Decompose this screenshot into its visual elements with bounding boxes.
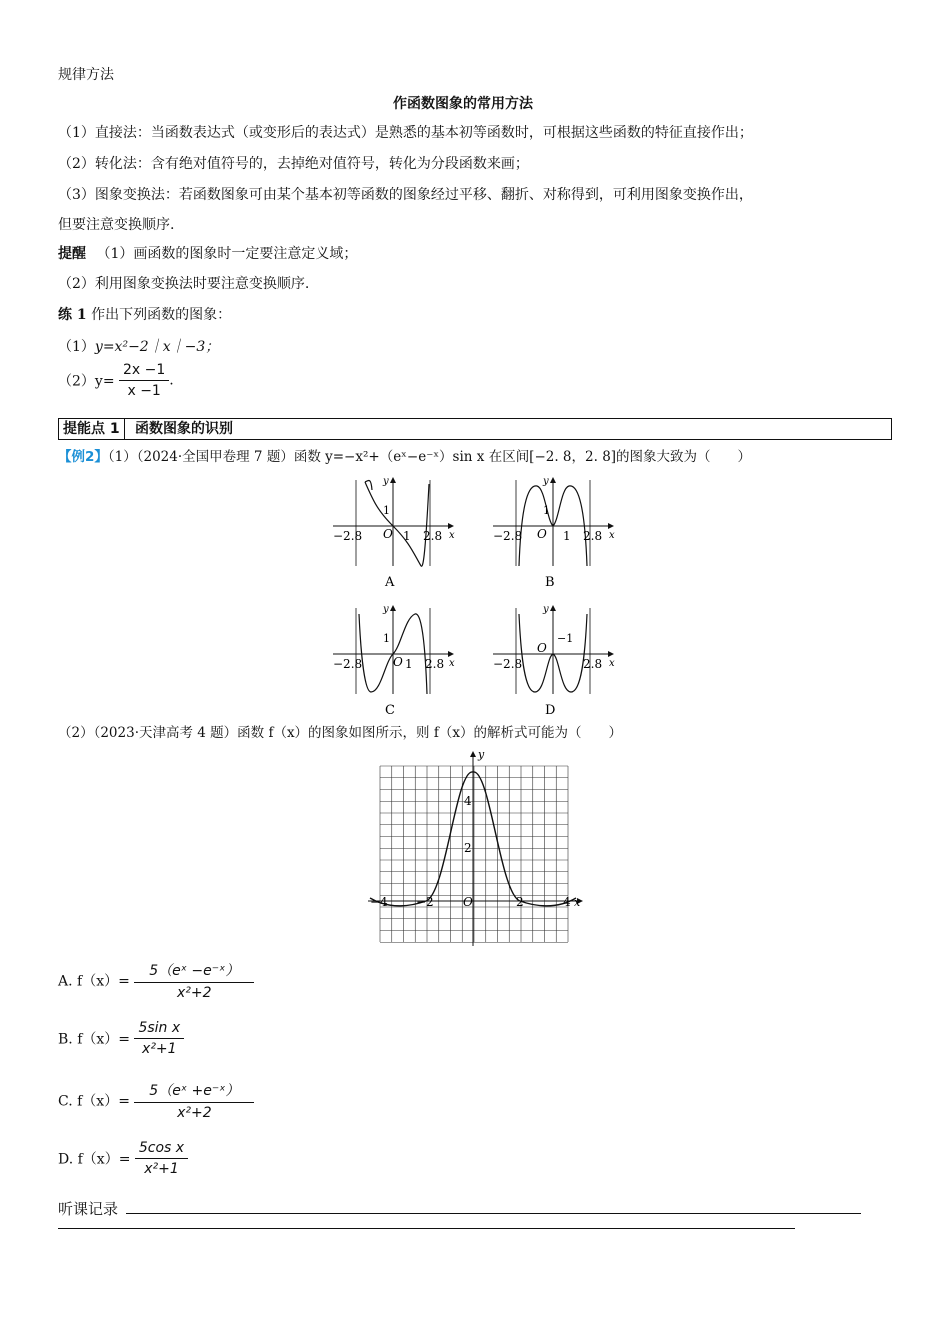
fraction-denominator: x −1: [127, 383, 161, 399]
method-line-4: 但要注意变换顺序.: [58, 217, 175, 233]
method-line-2: （2）转化法：含有绝对值符号的，去掉绝对值符号，转化为分段函数来画；: [58, 156, 529, 172]
x-label-a: x: [449, 530, 455, 541]
practice-heading: [58, 304, 231, 324]
practice-item-2-fraction: [119, 362, 169, 399]
answer-c-fraction: [134, 1080, 254, 1121]
graph-option-b: [493, 476, 615, 590]
y-tick-4: 4: [464, 794, 472, 808]
answer-d-denominator: x²+1: [144, 1161, 179, 1177]
answer-b-numerator: 5sin x: [134, 1020, 184, 1039]
answer-a-denominator: x²+2: [177, 985, 212, 1001]
reminder-line-1: [58, 243, 357, 263]
tick-neg-c: −2.8: [333, 657, 363, 671]
grid-origin-label: O: [463, 895, 473, 909]
notes-label: 听课记录: [58, 1200, 119, 1218]
section-title: 函数图象的识别: [135, 421, 233, 437]
notes-line-1[interactable]: [126, 1213, 861, 1214]
method-line-1: （1）直接法：当函数表达式（或变形后的表达式）是熟悉的基本初等函数时，可根据这些函数的特征直接作出；: [58, 125, 753, 141]
answer-b-label: B. f（x）=: [58, 1031, 130, 1048]
x-label-d: x: [609, 658, 615, 669]
x-label-c: x: [449, 658, 455, 669]
reminder-line-2: （2）利用图象变换法时要注意变换顺序.: [58, 276, 310, 292]
method-line-3: （3）图象变换法：若函数图象可由某个基本初等函数的图象经过平移、翻折、对称得到，可利用图象变换作出，: [58, 187, 753, 203]
notes-line-2[interactable]: [58, 1228, 795, 1229]
practice-item-1: [58, 336, 219, 356]
y-tick-one-c: 1: [383, 632, 390, 645]
graph-option-c: [333, 604, 455, 718]
answer-d-fraction: [135, 1140, 188, 1177]
answer-d-numerator: 5cos x: [135, 1140, 188, 1159]
y-tick-one-b: 1: [543, 504, 550, 517]
y-label-d: y: [543, 604, 549, 615]
practice-item-2-suffix: .: [169, 372, 174, 389]
practice-text: 作出下列函数的图象：: [91, 307, 232, 323]
answer-option-a[interactable]: [58, 960, 254, 1001]
y-label-a: y: [383, 476, 389, 487]
y-label-b: y: [543, 476, 549, 487]
answer-option-c[interactable]: [58, 1080, 254, 1121]
page-title: 作函数图象的常用方法: [393, 96, 533, 112]
x-tick-2: 2: [516, 895, 524, 909]
option-graphs: [325, 470, 625, 720]
answer-option-d[interactable]: [58, 1140, 188, 1177]
practice-label: 练 1: [58, 307, 87, 323]
section-heading: 规律方法: [58, 67, 114, 83]
section-label: 提能点 1: [59, 419, 125, 439]
practice-item-2-prefix: （2）y=: [58, 373, 115, 390]
tick-pos-d: 2.8: [583, 657, 603, 671]
tick-neg-d: −2.8: [493, 657, 523, 671]
grid-y-label: y: [478, 748, 485, 761]
y-tick-one-d: −1: [557, 632, 574, 645]
tick-one-b: 1: [563, 529, 571, 543]
grid-graph: [360, 748, 590, 948]
grid-x-label: x: [574, 896, 581, 909]
origin-label-a: O: [383, 527, 393, 541]
option-letter-c: C: [385, 703, 395, 718]
answer-b-denominator: x²+1: [142, 1041, 177, 1057]
example-question-2: （2）（2023·天津高考 4 题）函数 f（x）的图象如图所示，则 f（x）的解析式可能为（ ）: [58, 725, 622, 741]
answer-c-denominator: x²+2: [177, 1105, 212, 1121]
y-tick-2: 2: [464, 841, 472, 855]
answer-c-numerator: 5（eˣ +e⁻ˣ）: [134, 1080, 254, 1103]
graph-option-a: [333, 476, 455, 590]
fraction-numerator: 2x −1: [119, 362, 169, 381]
y-tick-one-a: 1: [383, 504, 390, 517]
x-tick-neg2: −2: [416, 895, 434, 909]
answer-a-numerator: 5（eˣ −e⁻ˣ）: [134, 960, 254, 983]
answer-option-b[interactable]: [58, 1020, 184, 1057]
example-question-1: [58, 445, 751, 465]
origin-label-c: O: [393, 655, 403, 669]
answer-d-label: D. f（x）=: [58, 1151, 131, 1168]
x-label-b: x: [609, 530, 615, 541]
answer-a-label: A. f（x）=: [58, 973, 130, 990]
tick-pos-b: 2.8: [583, 529, 603, 543]
practice-item-1-prefix: （1）: [58, 339, 95, 355]
tick-one-a: 1: [403, 529, 411, 543]
graph-option-d: [493, 604, 615, 718]
answer-a-fraction: [134, 960, 254, 1001]
answer-c-label: C. f（x）=: [58, 1093, 130, 1110]
tick-one-c: 1: [405, 657, 413, 671]
reminder-label: 提醒: [58, 246, 86, 262]
practice-item-2: [58, 362, 174, 399]
practice-item-1-formula: y=x²−2｜x｜−3；: [94, 339, 220, 355]
tick-neg-a: −2.8: [333, 529, 363, 543]
origin-label-d: O: [537, 641, 547, 655]
answer-b-fraction: [134, 1020, 184, 1057]
x-tick-4: 4: [563, 895, 571, 909]
reminder-text-1: （1）画函数的图象时一定要注意定义域；: [96, 246, 358, 262]
section-box: [58, 418, 892, 440]
option-letter-b: B: [545, 575, 555, 590]
origin-label-b: O: [537, 527, 547, 541]
x-tick-neg4: −4: [370, 895, 388, 909]
tick-pos-a: 2.8: [423, 529, 443, 543]
example-tag: 【例2】: [58, 449, 108, 465]
option-letter-d: D: [545, 703, 556, 718]
question-1-text: （1）（2024·全国甲卷理 7 题）函数 y=−x²+（eˣ−e⁻ˣ）sin x 在区间[−2. 8，2. 8]的图象大致为（ ）: [107, 449, 752, 465]
y-label-c: y: [383, 604, 389, 615]
tick-neg-b: −2.8: [493, 529, 523, 543]
tick-pos-c: 2.8: [425, 657, 445, 671]
option-letter-a: A: [385, 575, 395, 590]
